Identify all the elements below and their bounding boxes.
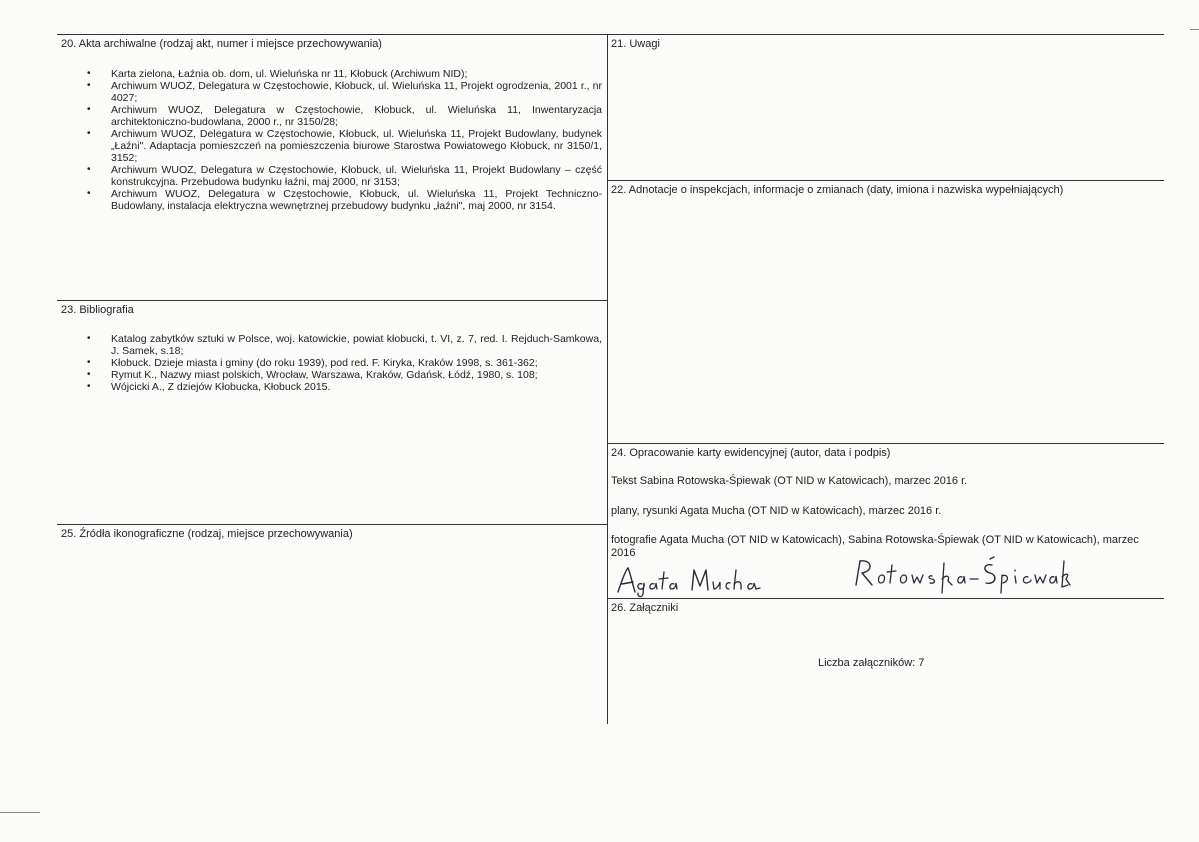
list-item-text: Katalog zabytków sztuki w Polsce, woj. katowickie, powiat kłobucki, t. VI, z. 7, red. I. Rejduch-Samkowa, J. Samek, s.18; xyxy=(111,333,602,357)
column-divider xyxy=(607,34,608,724)
section-20-heading: 20. Akta archiwalne (rodzaj akt, numer i miejsce przechowywania) xyxy=(61,38,382,50)
list-item: • Katalog zabytków sztuki w Polsce, woj. katowickie, powiat kłobucki, t. VI, z. 7, red. I. Rejduch-Samkowa, J. Samek, s.18; xyxy=(87,333,602,357)
section-23-list xyxy=(87,333,602,393)
section-24-heading: 24. Opracowanie karty ewidencyjnej (autor, data i podpis) xyxy=(611,447,891,459)
section-24-plans-author: plany, rysunki Agata Mucha (OT NID w Katowicach), marzec 2016 r. xyxy=(611,505,942,517)
section-24-photos-year: 2016 xyxy=(611,547,636,559)
top-rule xyxy=(57,34,1164,35)
section-24-text-author: Tekst Sabina Rotowska-Śpiewak (OT NID w Katowicach), marzec 2016 r. xyxy=(611,475,968,487)
section-20-list xyxy=(87,68,602,212)
list-item: • Wójcicki A., Z dziejów Kłobucka, Kłobuck 2015. xyxy=(87,381,331,393)
rule-above-24 xyxy=(607,443,1164,444)
list-item-text: Wójcicki A., Z dziejów Kłobucka, Kłobuck 2015. xyxy=(111,381,331,393)
rule-above-22 xyxy=(607,180,1164,181)
list-item: • Kłobuck. Dzieje miasta i gminy (do roku 1939), pod red. F. Kiryka, Kraków 1998, s. 361-362; xyxy=(87,357,538,369)
list-item: • Archiwum WUOZ, Delegatura w Częstochowie, Kłobuck, ul. Wieluńska 11, Projekt Budowlany – część konstrukcyjna. Przebudowa budynku łaźni, maj 2000, nr 3153; xyxy=(87,164,602,188)
list-item-text: Archiwum WUOZ, Delegatura w Częstochowie, Kłobuck, ul. Wieluńska 11, Inwentaryzacja architektoniczno-budowlana, 2000 r., nr 3150/28; xyxy=(111,104,602,128)
signature-rotowska-spiewak xyxy=(852,555,1072,597)
section-23-heading: 23. Bibliografia xyxy=(61,304,134,316)
list-item-text: Archiwum WUOZ, Delegatura w Częstochowie, Kłobuck, ul. Wieluńska 11, Projekt ogrodzenia, 2001 r., nr 4027; xyxy=(111,80,602,104)
signature-agata-mucha xyxy=(612,562,772,598)
rule-above-23 xyxy=(57,300,607,301)
list-item-text: Archiwum WUOZ, Delegatura w Częstochowie, Kłobuck, ul. Wieluńska 11, Projekt Techniczno-Budowlany, instalacja elektryczna wewnętrznej przebudowy budynku „łaźni", maj 2000, nr 3154. xyxy=(111,188,602,212)
section-25-heading: 25. Źródła ikonograficzne (rodzaj, miejsce przechowywania) xyxy=(61,528,353,540)
section-26-heading: 26. Załączniki xyxy=(611,602,679,614)
list-item-text: Karta zielona, Łaźnia ob. dom, ul. Wieluńska nr 11, Kłobuck (Archiwum NID); xyxy=(111,68,468,80)
rule-above-26 xyxy=(607,598,1164,599)
list-item-text: Kłobuck. Dzieje miasta i gminy (do roku 1939), pod red. F. Kiryka, Kraków 1998, s. 361-362; xyxy=(111,357,538,369)
rule-above-25 xyxy=(57,524,607,525)
list-item: • Archiwum WUOZ, Delegatura w Częstochowie, Kłobuck, ul. Wieluńska 11, Projekt Techniczno-Budowlany, instalacja elektryczna wewnętrznej przebudowy budynku „łaźni", maj 2000, nr 3154. xyxy=(87,188,602,212)
scan-edge-left xyxy=(0,812,40,813)
list-item: • Archiwum WUOZ, Delegatura w Częstochowie, Kłobuck, ul. Wieluńska 11, Inwentaryzacja architektoniczno-budowlana, 2000 r., nr 3150/28; xyxy=(87,104,602,128)
list-item-text: Archiwum WUOZ, Delegatura w Częstochowie, Kłobuck, ul. Wieluńska 11, Projekt Budowlany – część konstrukcyjna. Przebudowa budynku łaźni, maj 2000, nr 3153; xyxy=(111,164,602,188)
list-item-text: Archiwum WUOZ, Delegatura w Częstochowie, Kłobuck, ul. Wieluńska 11, Projekt Budowlany, budynek „Łaźni". Adaptacja pomieszczeń na pomieszczenia biurowe Starostwa Powiatowego Kłobuck, nr 3150/1, 3152; xyxy=(111,128,602,164)
section-22-heading: 22. Adnotacje o inspekcjach, informacje o zmianach (daty, imiona i nazwiska wypełniających) xyxy=(611,184,1064,196)
list-item: • Karta zielona, Łaźnia ob. dom, ul. Wieluńska nr 11, Kłobuck (Archiwum NID); xyxy=(87,68,468,80)
list-item: • Archiwum WUOZ, Delegatura w Częstochowie, Kłobuck, ul. Wieluńska 11, Projekt Budowlany, budynek „Łaźni". Adaptacja pomieszczeń na pomieszczenia biurowe Starostwa Powiatowego Kłobuck, nr 3150/1, 3152; xyxy=(87,128,602,164)
list-item: • Rymut K., Nazwy miast polskich, Wrocław, Warszawa, Kraków, Gdańsk, Łódź, 1980, s. 108; xyxy=(87,369,538,381)
attachments-count: Liczba załączników: 7 xyxy=(818,657,925,669)
section-21-heading: 21. Uwagi xyxy=(611,38,660,50)
list-item: • Archiwum WUOZ, Delegatura w Częstochowie, Kłobuck, ul. Wieluńska 11, Projekt ogrodzenia, 2001 r., nr 4027; xyxy=(87,80,602,104)
section-24-photos-author: fotografie Agata Mucha (OT NID w Katowicach), Sabina Rotowska-Śpiewak (OT NID w Katowicach), marzec xyxy=(611,534,1139,546)
scan-edge-right xyxy=(1190,29,1199,30)
list-item-text: Rymut K., Nazwy miast polskich, Wrocław, Warszawa, Kraków, Gdańsk, Łódź, 1980, s. 108; xyxy=(111,369,538,381)
